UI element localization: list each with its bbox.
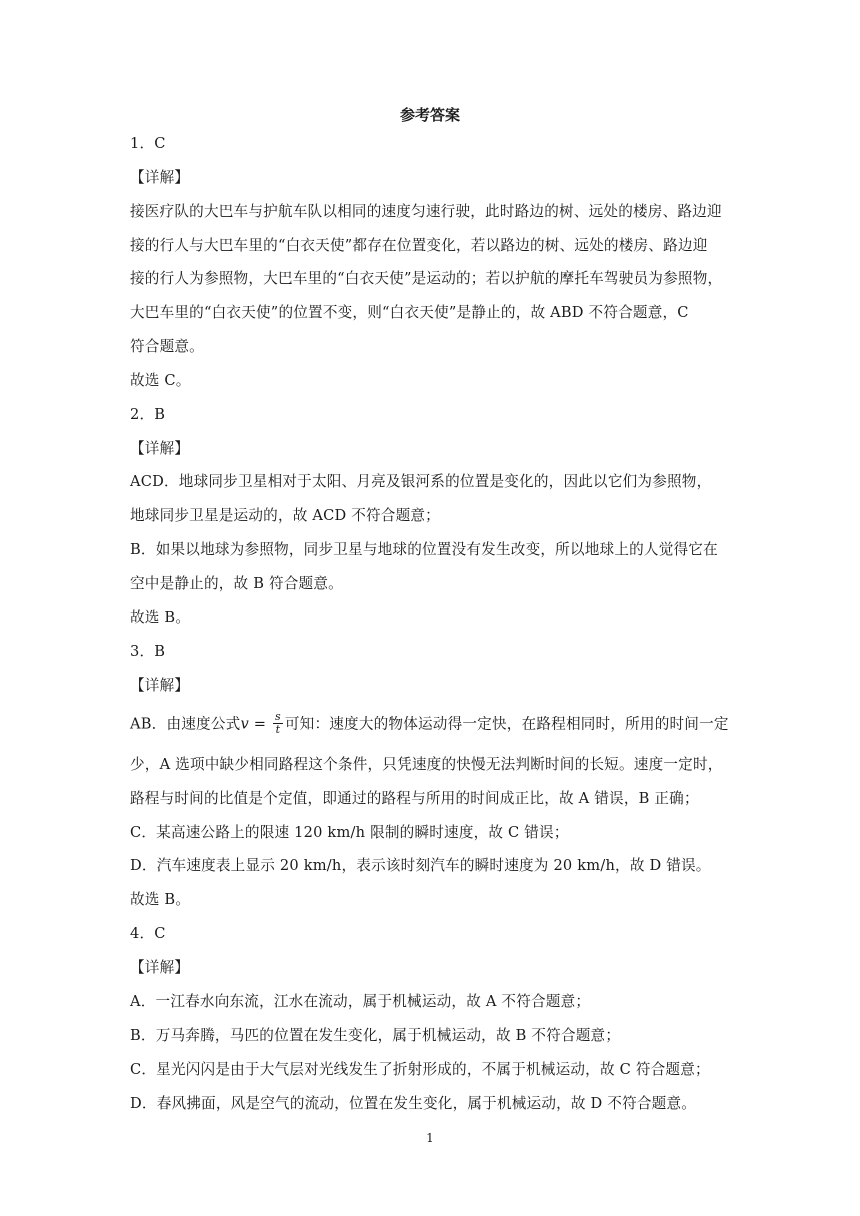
q2-line-2: 地球同步卫星是运动的，故 ACD 不符合题意； — [130, 507, 440, 524]
q3-formula-eq: = — [248, 715, 271, 733]
page-title: 参考答案 — [399, 106, 460, 124]
q3-formula-line — [130, 712, 729, 737]
q1-line-1: 接医疗队的大巴车与护航车队以相同的速度匀速行驶，此时路边的树、远处的楼房、路边迎 — [130, 203, 722, 220]
q3-line-3: C．某高速公路上的限速 120 km/h 限制的瞬时速度，故 C 错误； — [130, 824, 569, 841]
q3-formula-lhs: v — [240, 715, 249, 733]
q2-line-1: ACD．地球同步卫星相对于太阳、月亮及银河系的位置是变化的，因此以它们为参照物， — [130, 473, 712, 490]
q2-detail-heading: 【详解】 — [130, 440, 190, 457]
q1-answer: 1．C — [130, 135, 166, 152]
q3-line-1: 少，A 选项中缺少相同路程这个条件，只凭速度的快慢无法判断时间的长短。速度一定时， — [130, 756, 723, 773]
q2-conclusion: 故选 B。 — [130, 609, 191, 626]
q1-conclusion: 故选 C。 — [130, 372, 191, 389]
q1-line-5: 符合题意。 — [130, 338, 204, 355]
q3-detail-heading: 【详解】 — [130, 677, 190, 694]
q3-line-2: 路程与时间的比值是个定值，即通过的路程与所用的时间成正比，故 A 错误，B 正确； — [130, 790, 699, 807]
q1-line-4: 大巴车里的“白衣天使”的位置不变，则“白衣天使”是静止的，故 ABD 不符合题意，C — [130, 304, 689, 321]
q3-formula-suffix: 可知：速度大的物体运动得一定快，在路程相同时，所用的时间一定 — [284, 715, 729, 733]
q4-line-4: D．春风拂面，风是空气的流动，位置在发生变化，属于机械运动，故 D 不符合题意。 — [130, 1095, 697, 1112]
q4-line-3: C．星光闪闪是由于大气层对光线发生了折射形成的，不属于机械运动，故 C 符合题意； — [130, 1061, 710, 1078]
q1-line-2: 接的行人与大巴车里的“白衣天使”都存在位置变化，若以路边的树、远处的楼房、路边迎 — [130, 237, 708, 254]
q1-detail-heading: 【详解】 — [130, 169, 190, 186]
q3-speed-fraction — [273, 711, 283, 736]
q2-answer: 2．B — [130, 406, 166, 423]
q3-conclusion: 故选 B。 — [130, 891, 191, 908]
q4-line-2: B．万马奔腾，马匹的位置在发生变化，属于机械运动，故 B 不符合题意； — [130, 1027, 621, 1044]
q3-fraction-numerator: s — [275, 710, 281, 723]
q2-line-3: B．如果以地球为参照物，同步卫星与地球的位置没有发生改变，所以地球上的人觉得它在 — [130, 541, 718, 558]
q3-line-4: D．汽车速度表上显示 20 km/h，表示该时刻汽车的瞬时速度为 20 km/h，故 D 错误。 — [130, 857, 711, 874]
q4-line-1: A．一江春水向东流，江水在流动，属于机械运动，故 A 不符合题意； — [130, 993, 591, 1010]
q2-line-4: 空中是静止的，故 B 符合题意。 — [130, 575, 343, 592]
page-number: 1 — [426, 1131, 434, 1145]
q4-detail-heading: 【详解】 — [130, 959, 190, 976]
q4-answer: 4．C — [130, 925, 166, 942]
q3-formula-prefix: AB．由速度公式 — [130, 715, 241, 733]
q1-line-3: 接的行人为参照物，大巴车里的“白衣天使”是运动的；若以护航的摩托车驾驶员为参照物， — [130, 270, 723, 287]
q3-fraction-denominator: t — [275, 723, 281, 736]
q3-answer: 3．B — [130, 643, 166, 660]
